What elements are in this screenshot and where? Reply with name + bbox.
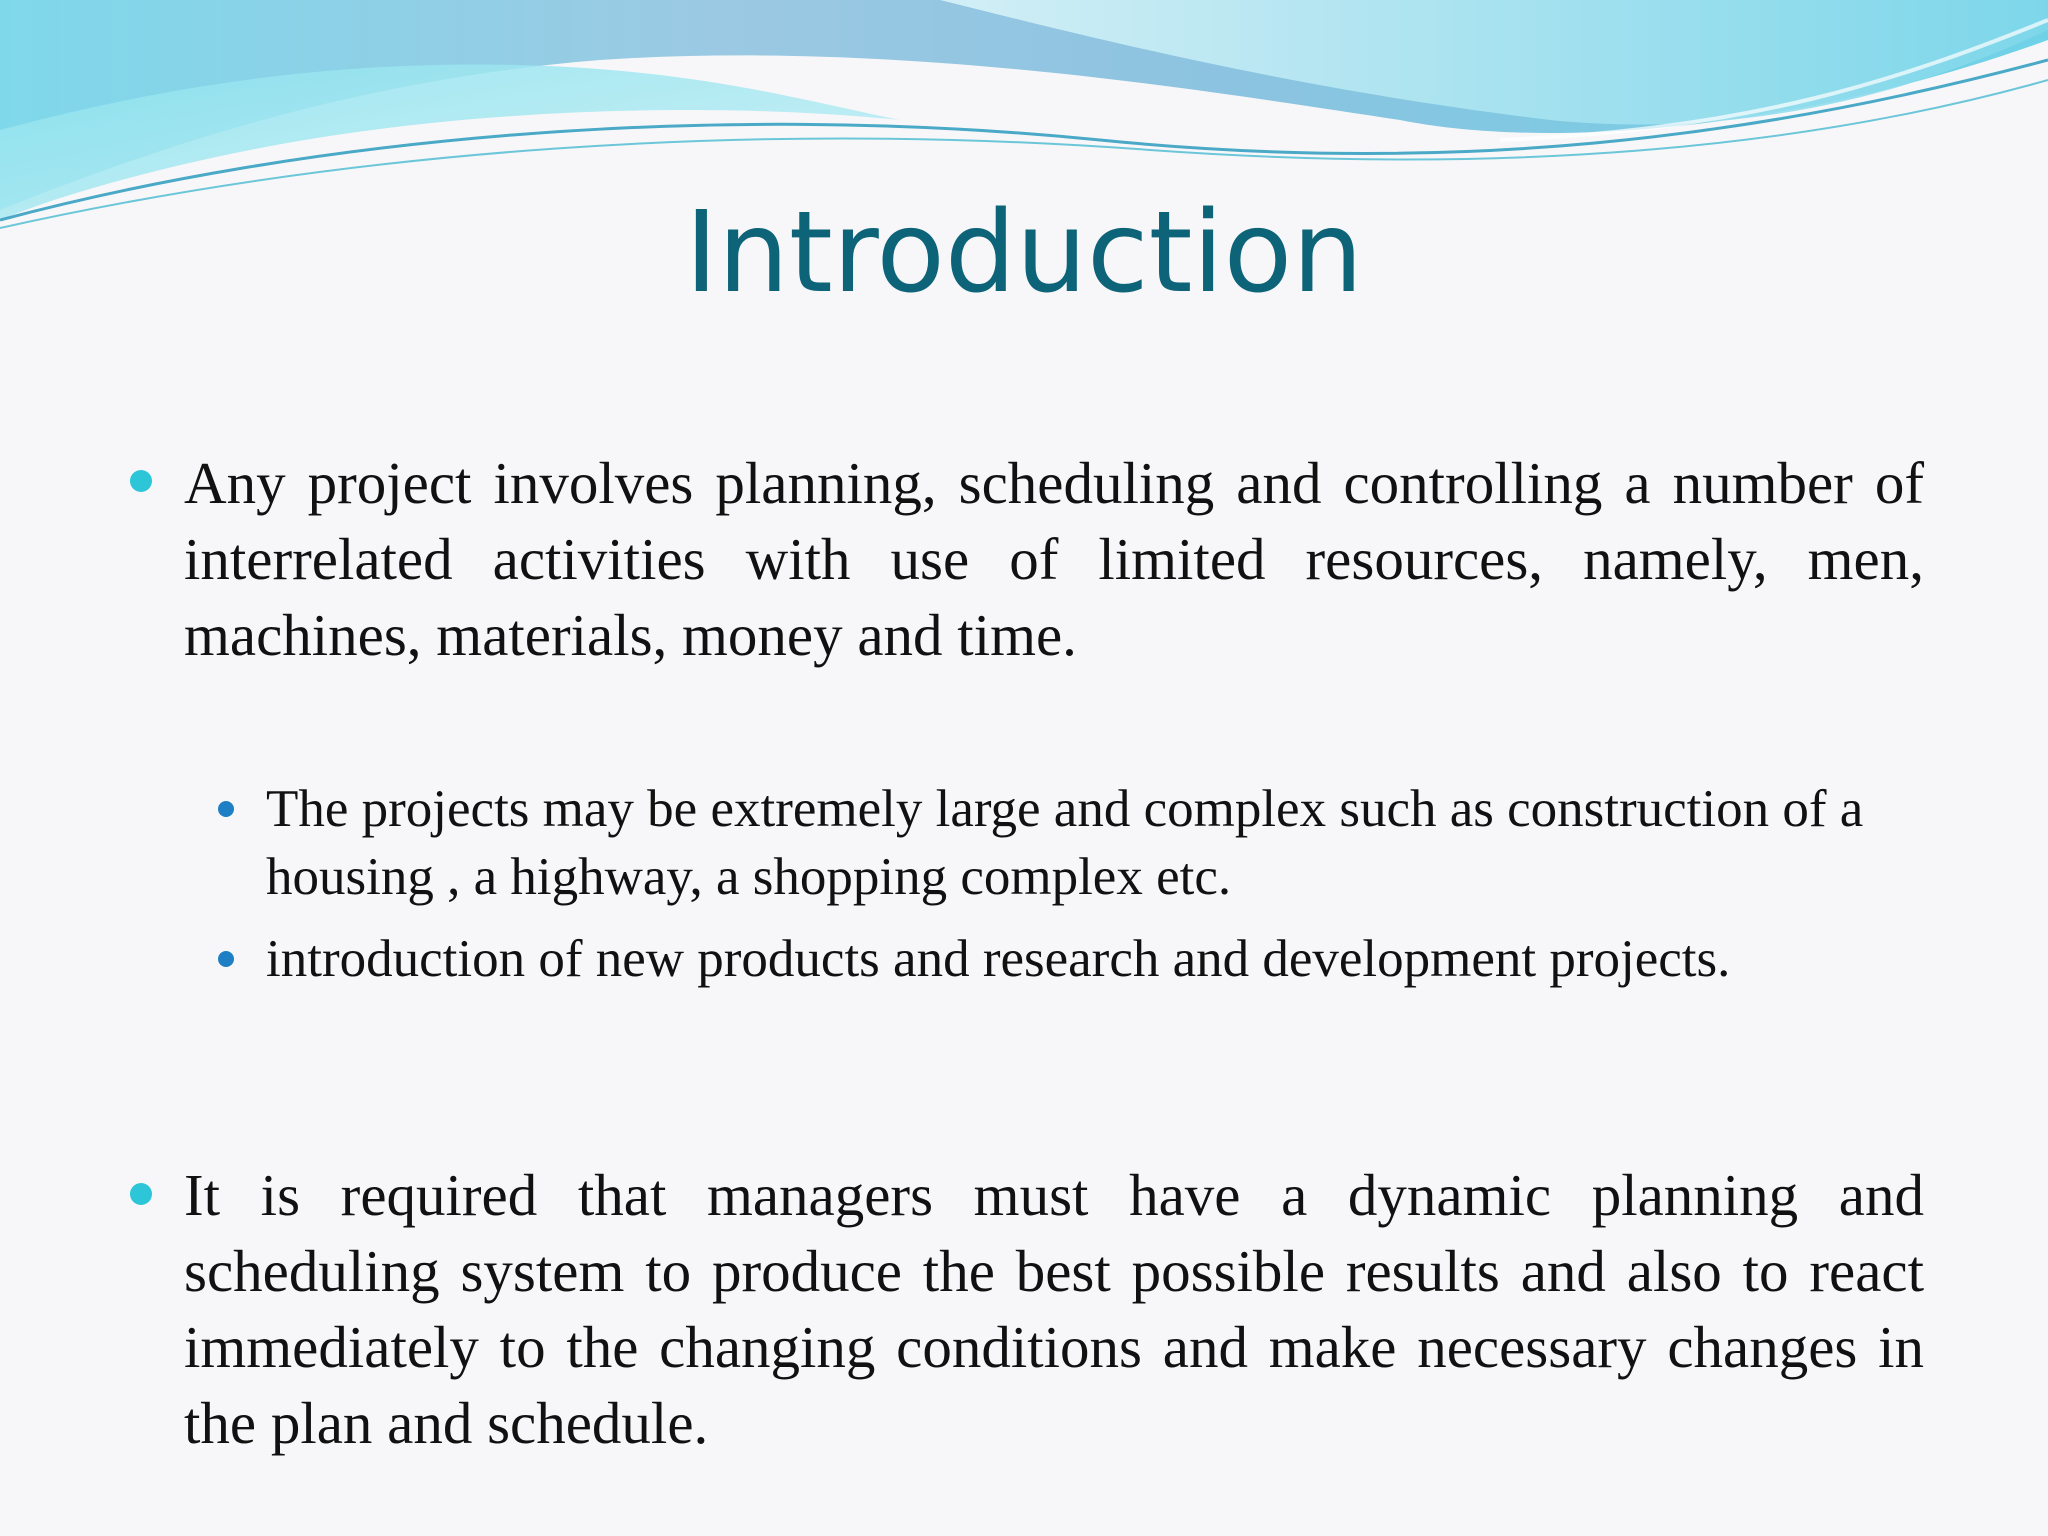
sub-bullet-dot-icon bbox=[218, 801, 234, 817]
bullet-item-1 bbox=[184, 445, 1924, 673]
sub-bullet-item-1 bbox=[266, 775, 1866, 911]
bullet-text: Any project involves planning, scheduling and controlling a number of interrelated activities with use of limited resources, namely, men, machines, materials, money and time. bbox=[184, 450, 1924, 668]
sub-bullet-dot-icon bbox=[218, 951, 234, 967]
bullet-text: It is required that managers must have a dynamic planning and scheduling system to produce the best possible results and also to react immediately to the changing conditions and make necessary changes in the plan and schedule. bbox=[184, 1162, 1924, 1456]
slide-title: Introduction bbox=[684, 188, 1364, 318]
bullet-dot-icon bbox=[130, 470, 152, 492]
sub-bullet-text: introduction of new products and research and development projects. bbox=[266, 930, 1731, 988]
sub-bullet-item-2 bbox=[266, 925, 1866, 993]
sub-bullet-text: The projects may be extremely large and complex such as construction of a housing , a highway, a shopping complex etc. bbox=[266, 780, 1864, 906]
bullet-item-2 bbox=[184, 1157, 1924, 1461]
bullet-dot-icon bbox=[130, 1183, 152, 1205]
